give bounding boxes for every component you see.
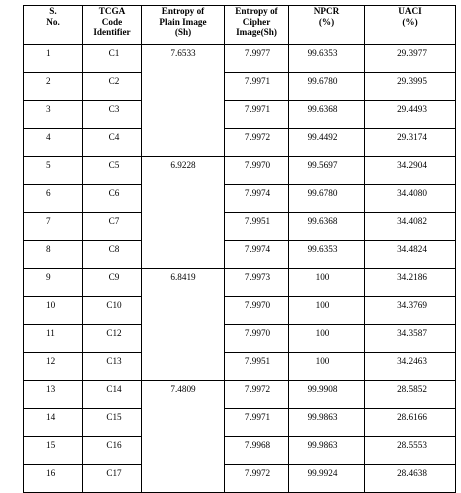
cell-entropy-cipher: 7.9972 — [225, 129, 289, 157]
cell-tcga-id: C4 — [83, 129, 142, 157]
cell-npcr: 100 — [289, 325, 365, 353]
cell-uaci: 34.4082 — [365, 213, 456, 241]
cell-npcr: 100 — [289, 269, 365, 297]
table-row — [24, 73, 456, 101]
cell-uaci: 28.5852 — [365, 381, 456, 409]
cell-tcga-id: C10 — [83, 297, 142, 325]
cell-tcga-id: C15 — [83, 409, 142, 437]
cell-uaci: 28.4638 — [365, 465, 456, 493]
header-tcga-code — [83, 6, 142, 45]
table-row — [24, 269, 456, 297]
cell-uaci: 34.4824 — [365, 241, 456, 269]
cell-tcga-id: C12 — [83, 325, 142, 353]
cell-entropy-cipher: 7.9968 — [225, 437, 289, 465]
cell-entropy-cipher: 7.9972 — [225, 465, 289, 493]
table-row — [24, 157, 456, 185]
cell-serial-no: 14 — [24, 409, 83, 437]
cell-serial-no: 4 — [24, 129, 83, 157]
cell-entropy-cipher: 7.9974 — [225, 241, 289, 269]
cell-serial-no: 13 — [24, 381, 83, 409]
header-line: Plain Image — [159, 16, 207, 27]
cell-npcr: 99.6353 — [289, 241, 365, 269]
header-line: No. — [46, 16, 60, 27]
cell-entropy-cipher: 7.9951 — [225, 213, 289, 241]
header-line: Cipher — [242, 16, 271, 27]
table-header-row — [24, 6, 456, 45]
cell-entropy-cipher: 7.9970 — [225, 325, 289, 353]
cell-tcga-id: C13 — [83, 353, 142, 381]
cell-npcr: 99.6353 — [289, 45, 365, 73]
cell-entropy-cipher: 7.9973 — [225, 269, 289, 297]
cell-serial-no: 15 — [24, 437, 83, 465]
cell-serial-no: 3 — [24, 101, 83, 129]
table-row — [24, 129, 456, 157]
cell-tcga-id: C2 — [83, 73, 142, 101]
header-line: Identifier — [93, 27, 131, 37]
cell-entropy-cipher: 7.9977 — [225, 45, 289, 73]
cell-entropy-cipher: 7.9972 — [225, 381, 289, 409]
cell-npcr: 100 — [289, 297, 365, 325]
header-line: TCGA — [98, 6, 126, 16]
cell-uaci: 29.3977 — [365, 45, 456, 73]
table-row — [24, 409, 456, 437]
cell-serial-no: 16 — [24, 465, 83, 493]
table-row — [24, 185, 456, 213]
cell-uaci: 34.2463 — [365, 353, 456, 381]
cell-tcga-id: C7 — [83, 213, 142, 241]
table-row — [24, 241, 456, 269]
header-line: Code — [101, 16, 123, 27]
cell-serial-no: 5 — [24, 157, 83, 185]
cell-npcr: 99.9908 — [289, 381, 365, 409]
header-line: S. — [49, 6, 57, 16]
header-line: NPCR — [313, 6, 340, 16]
cell-entropy-cipher: 7.9971 — [225, 73, 289, 101]
cell-uaci: 34.3587 — [365, 325, 456, 353]
table-row — [24, 297, 456, 325]
cell-tcga-id: C8 — [83, 241, 142, 269]
cell-npcr: 99.6368 — [289, 101, 365, 129]
cell-uaci: 28.6166 — [365, 409, 456, 437]
header-line: Entropy of — [161, 6, 205, 16]
cell-uaci: 34.4080 — [365, 185, 456, 213]
cell-tcga-id: C5 — [83, 157, 142, 185]
cell-entropy-cipher: 7.9971 — [225, 409, 289, 437]
results-table — [23, 5, 456, 493]
cell-npcr: 100 — [289, 353, 365, 381]
header-entropy-plain — [142, 6, 225, 45]
cell-uaci: 34.2186 — [365, 269, 456, 297]
cell-entropy-cipher: 7.9974 — [225, 185, 289, 213]
table-row — [24, 325, 456, 353]
cell-tcga-id: C17 — [83, 465, 142, 493]
cell-entropy-cipher: 7.9971 — [225, 101, 289, 129]
cell-npcr: 99.6368 — [289, 213, 365, 241]
header-line: (%) — [402, 16, 418, 27]
cell-uaci: 34.3769 — [365, 297, 456, 325]
cell-uaci: 29.4493 — [365, 101, 456, 129]
table-row — [24, 213, 456, 241]
cell-tcga-id: C3 — [83, 101, 142, 129]
header-line: Image(Sh) — [236, 27, 277, 37]
cell-npcr: 99.9863 — [289, 409, 365, 437]
cell-tcga-id: C14 — [83, 381, 142, 409]
header-uaci — [365, 6, 456, 45]
header-line: Entropy of — [235, 6, 278, 16]
cell-uaci: 34.2904 — [365, 157, 456, 185]
cell-npcr: 99.6780 — [289, 185, 365, 213]
header-serial-no — [24, 6, 83, 45]
cell-serial-no: 2 — [24, 73, 83, 101]
cell-entropy-plain: 6.8419 — [142, 269, 225, 381]
table-row — [24, 465, 456, 493]
header-npcr — [289, 6, 365, 45]
cell-tcga-id: C1 — [83, 45, 142, 73]
cell-serial-no: 12 — [24, 353, 83, 381]
cell-entropy-plain: 6.9228 — [142, 157, 225, 269]
cell-uaci: 29.3995 — [365, 73, 456, 101]
cell-entropy-plain: 7.4809 — [142, 381, 225, 493]
cell-entropy-cipher: 7.9970 — [225, 157, 289, 185]
cell-npcr: 99.9924 — [289, 465, 365, 493]
cell-uaci: 29.3174 — [365, 129, 456, 157]
table-row — [24, 437, 456, 465]
table-body — [24, 45, 456, 493]
cell-tcga-id: C9 — [83, 269, 142, 297]
cell-serial-no: 6 — [24, 185, 83, 213]
cell-npcr: 99.9863 — [289, 437, 365, 465]
header-line: (%) — [318, 16, 335, 27]
cell-npcr: 99.4492 — [289, 129, 365, 157]
cell-entropy-cipher: 7.9970 — [225, 297, 289, 325]
cell-tcga-id: C6 — [83, 185, 142, 213]
cell-serial-no: 8 — [24, 241, 83, 269]
header-line: UACI — [398, 6, 422, 16]
cell-npcr: 99.6780 — [289, 73, 365, 101]
table-row — [24, 45, 456, 73]
table-row — [24, 101, 456, 129]
cell-serial-no: 9 — [24, 269, 83, 297]
cell-entropy-cipher: 7.9951 — [225, 353, 289, 381]
cell-serial-no: 10 — [24, 297, 83, 325]
cell-tcga-id: C16 — [83, 437, 142, 465]
header-line: (Sh) — [174, 27, 192, 37]
cell-npcr: 99.5697 — [289, 157, 365, 185]
cell-serial-no: 7 — [24, 213, 83, 241]
cell-entropy-plain: 7.6533 — [142, 45, 225, 157]
table-row — [24, 381, 456, 409]
table-row — [24, 353, 456, 381]
cell-serial-no: 1 — [24, 45, 83, 73]
header-entropy-cipher — [225, 6, 289, 45]
cell-serial-no: 11 — [24, 325, 83, 353]
cell-uaci: 28.5553 — [365, 437, 456, 465]
